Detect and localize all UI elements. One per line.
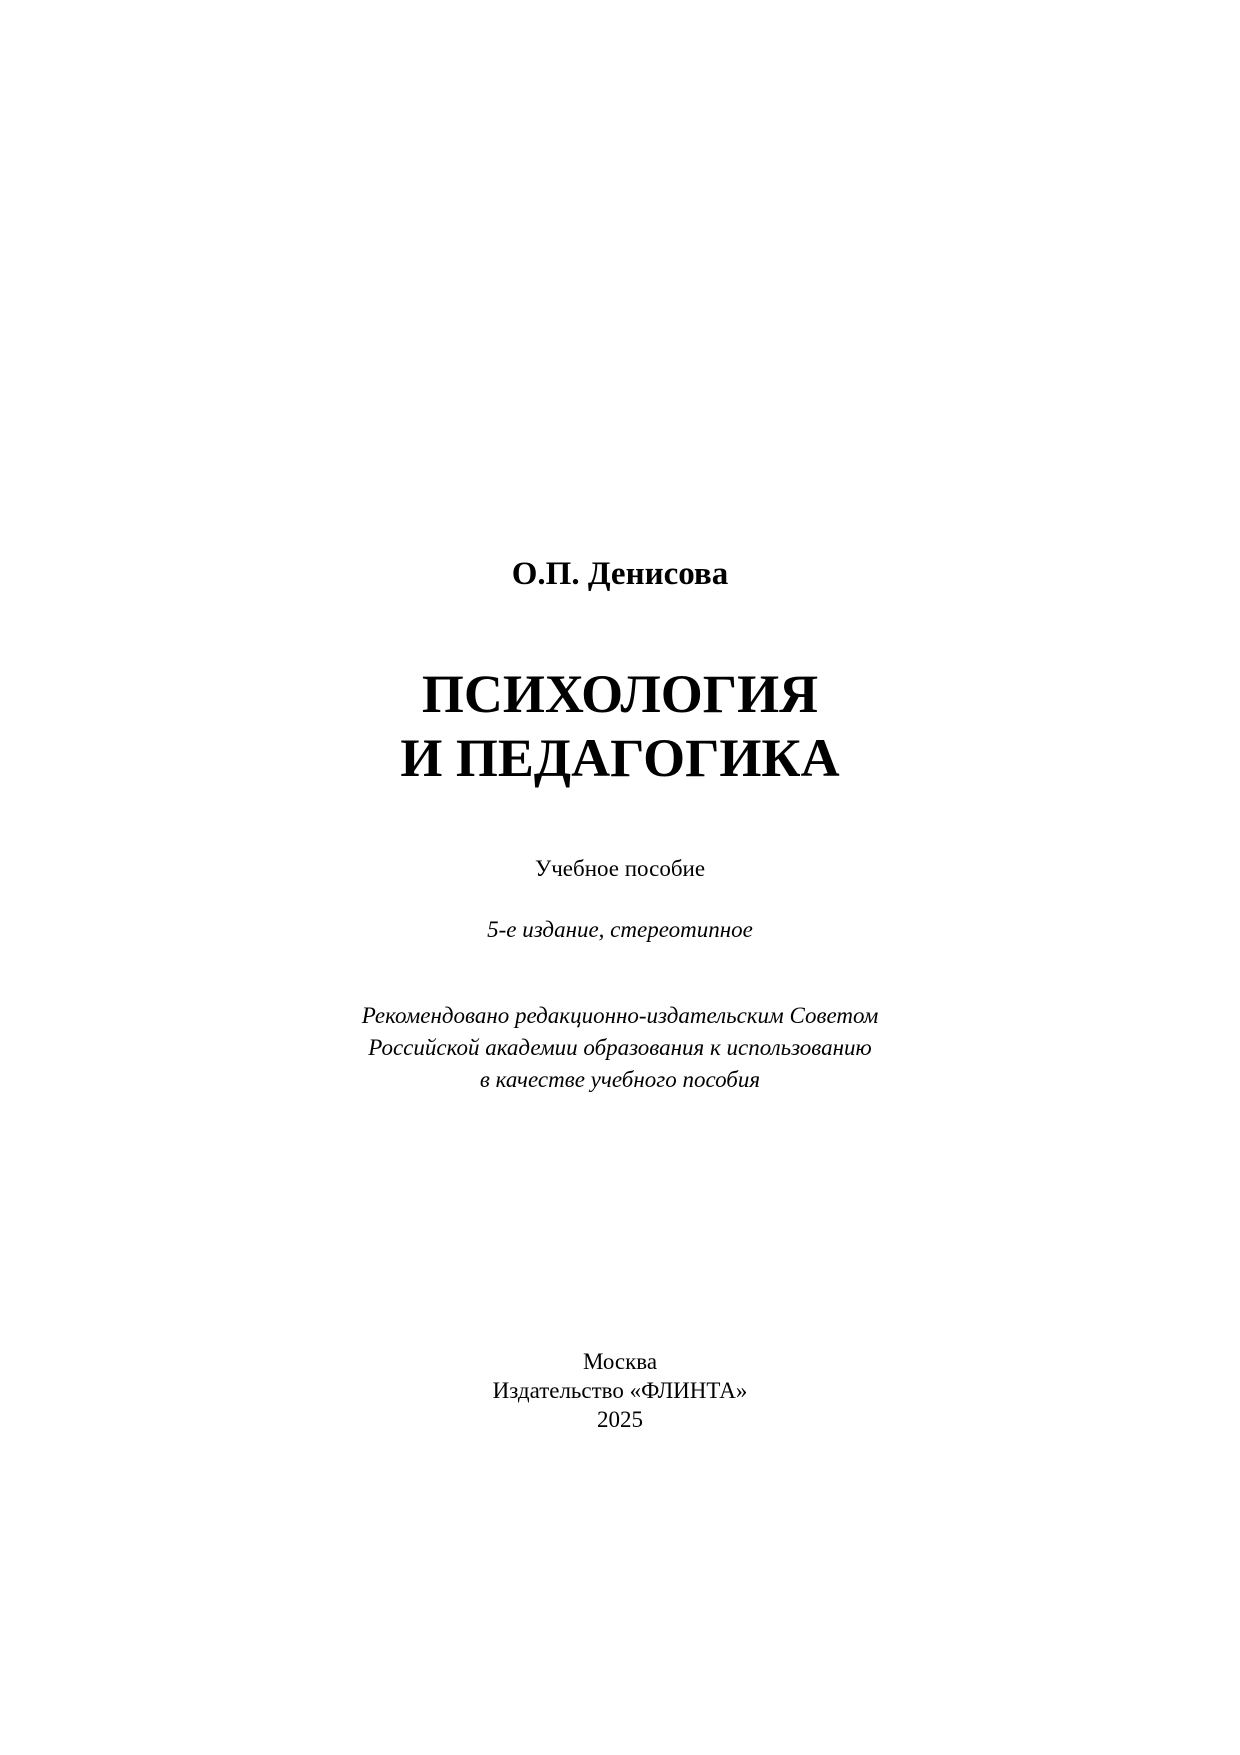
imprint-city: Москва [582, 1349, 658, 1374]
edition-note: 5-е издание, стереотипное [487, 917, 753, 942]
imprint-publisher: Издательство «ФЛИНТА» [492, 1378, 748, 1403]
book-title-line-2: И ПЕДАГОГИКА [400, 728, 840, 788]
recommendation-line-2: Российской академии образования к использованию [368, 1035, 872, 1060]
book-subtitle: Учебное пособие [534, 856, 706, 881]
imprint-year: 2025 [597, 1407, 643, 1432]
book-title-line-1: ПСИХОЛОГИЯ [421, 664, 819, 724]
author-name: О.П. Денисова [511, 556, 729, 592]
recommendation-line-1: Рекомендовано редакционно-издательским Советом [361, 1003, 879, 1028]
recommendation-line-3: в качестве учебного пособия [479, 1067, 761, 1092]
